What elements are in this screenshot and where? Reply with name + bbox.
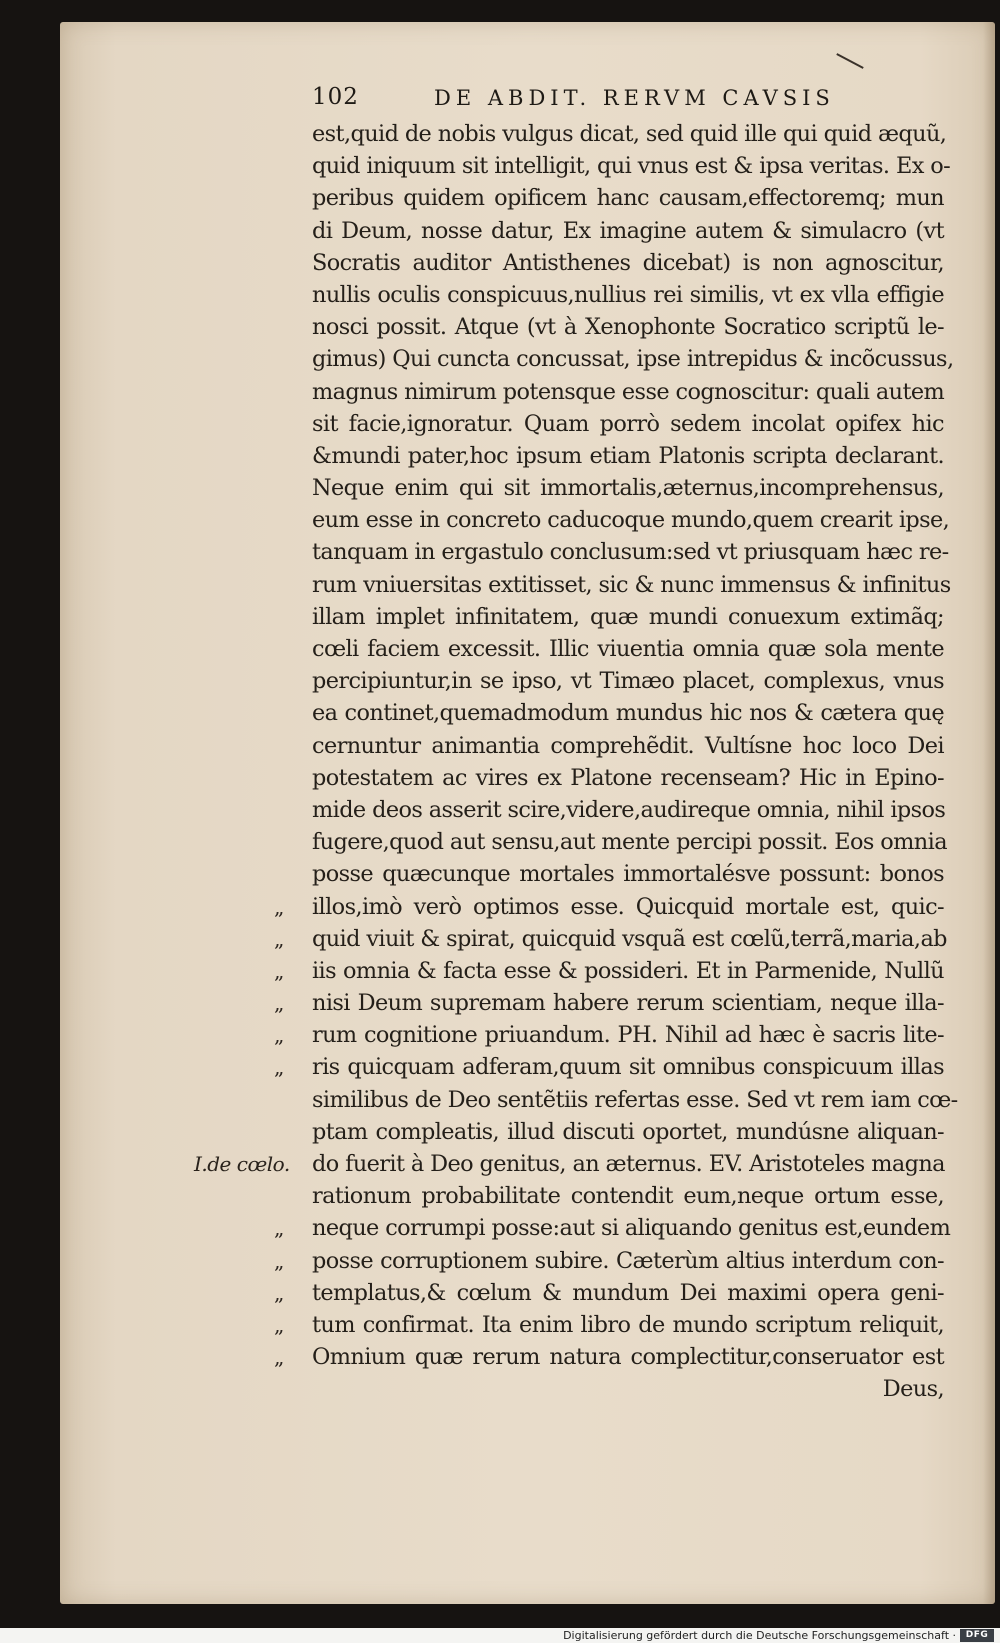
text-line <box>312 794 944 826</box>
text-line <box>312 633 944 665</box>
line-text: sit facie,ignoratur. Quam porrò sedem incolat opifex hic <box>312 410 944 437</box>
text-line <box>274 1245 944 1277</box>
line-text: nosci possit. Atque (vt à Xenophonte Socratico scriptũ le- <box>312 314 944 341</box>
marginal-note: I.de cœlo. <box>194 1152 290 1176</box>
line-text: est,quid de nobis vulgus dicat, sed quid ille qui quid æquũ, <box>312 121 947 147</box>
quotation-gutter-mark: „ <box>274 1023 284 1048</box>
line-text: rationum probabilitate contendit eum,neque ortum esse, <box>312 1183 944 1210</box>
line-text: quid viuit & spirat, quicquid vsquã est cœlũ,terrã,maria,ab <box>312 925 947 952</box>
text-line <box>312 343 954 375</box>
text-line <box>312 472 944 504</box>
quotation-gutter-mark: „ <box>274 1280 284 1305</box>
text-line <box>312 730 944 762</box>
line-text: Socratis auditor Antisthenes dicebat) is non agnoscitur, <box>312 249 944 276</box>
text-line <box>312 858 944 890</box>
text-line <box>312 311 944 343</box>
text-line <box>312 826 947 858</box>
text-line <box>312 247 944 279</box>
footer-credit: Digitalisierung gefördert durch die Deutsche Forschungsgemeinschaft · <box>563 1629 956 1642</box>
dfg-logo: DFG <box>960 1629 994 1642</box>
line-text: posse corruptionem subire. Cæterùm altius interdum con- <box>312 1247 944 1274</box>
text-line <box>312 440 944 472</box>
text-line <box>312 118 947 150</box>
text-line <box>312 376 944 408</box>
text-line <box>312 697 944 729</box>
text-line <box>274 1051 944 1083</box>
line-text: mide deos asserit scire,videre,audireque omnia, nihil ipsos <box>312 796 946 823</box>
text-line <box>312 504 950 536</box>
text-line <box>274 1212 951 1244</box>
text-line <box>194 1148 945 1180</box>
text-line <box>274 891 944 923</box>
line-text: cernuntur animantia comprehẽdit. Vultísne hoc loco Dei <box>312 732 944 759</box>
text-line <box>312 665 944 697</box>
text-line <box>312 601 944 633</box>
line-text: ea continet,quemadmodum mundus hic nos & cætera quę <box>312 700 944 727</box>
text-line <box>312 1180 944 1212</box>
quotation-gutter-mark: „ <box>274 991 284 1016</box>
text-line <box>312 279 944 311</box>
line-text: neque corrumpi posse:aut si aliquando genitus est,eundem <box>312 1215 951 1242</box>
text-line <box>312 762 944 794</box>
line-text: magnus nimirum potensque esse cognoscitur: quali autem <box>312 378 945 405</box>
page-edge-shadow <box>983 22 995 1604</box>
text-line <box>312 536 949 568</box>
page-number: 102 <box>312 84 359 110</box>
text-line <box>312 215 944 247</box>
quotation-gutter-mark: „ <box>274 958 284 983</box>
line-text: quid iniquum sit intelligit, qui vnus est & ipsa veritas. Ex o- <box>312 153 951 180</box>
text-line <box>312 182 944 214</box>
quotation-gutter-mark: „ <box>274 1312 284 1337</box>
line-text: peribus quidem opificem hanc causam,effectoremq; mun <box>312 185 944 212</box>
line-text: illos,imò verò optimos esse. Quicquid mortale est, quic- <box>312 893 944 920</box>
text-line <box>312 569 951 601</box>
line-text: di Deum, nosse datur, Ex imagine autem & simulacro (vt <box>312 217 944 244</box>
line-text: Neque enim qui sit immortalis,æternus,incomprehensus, <box>312 475 944 502</box>
body-text <box>194 118 958 1406</box>
line-text: potestatem ac vires ex Platone recenseam? Hic in Epino- <box>312 764 944 791</box>
line-text: do fuerit à Deo genitus, an æternus. EV. Aristoteles magna <box>312 1151 945 1177</box>
quotation-gutter-mark: „ <box>274 1345 284 1370</box>
line-text: &mundi pater,hoc ipsum etiam Platonis scripta declarant. <box>312 442 944 469</box>
line-text: gimus) Qui cuncta concussat, ipse intrepidus & incõcussus, <box>312 346 954 373</box>
line-text: nisi Deum supremam habere rerum scientiam, neque illa- <box>312 990 944 1017</box>
text-line <box>312 408 944 440</box>
line-text: eum esse in concreto caducoque mundo,quem crearit ipse, <box>312 507 950 534</box>
line-text: rum cognitione priuandum. PH. Nihil ad hæc è sacris lite- <box>312 1022 944 1049</box>
text-line <box>274 955 944 987</box>
line-text: nullis oculis conspicuus,nullius rei similis, vt ex vlla effigie <box>312 281 944 308</box>
footer-bar <box>0 1628 1000 1643</box>
text-line <box>274 987 944 1019</box>
quotation-gutter-mark: „ <box>274 926 284 951</box>
line-text: iis omnia & facta esse & possideri. Et in Parmenide, Nullũ <box>312 957 944 984</box>
text-line <box>274 1309 944 1341</box>
running-title: DE ABDIT. RERVM CAVSIS <box>434 86 835 110</box>
text-line <box>274 1341 944 1373</box>
quotation-gutter-mark: „ <box>274 894 284 919</box>
text-line <box>312 150 951 182</box>
catchword: Deus, <box>882 1376 944 1403</box>
line-text: ptam compleatis, illud discuti oportet, mundúsne aliquan- <box>312 1118 944 1145</box>
running-head <box>312 84 852 116</box>
line-text: percipiuntur,in se ipso, vt Timæo placet, complexus, vnus <box>312 668 944 695</box>
line-text: posse quæcunque mortales immortalésve possunt: bonos <box>312 861 944 888</box>
line-text: similibus de Deo sentẽtiis refertas esse. Sed vt rem iam cœ- <box>312 1086 958 1113</box>
line-text: rum vniuersitas extitisset, sic & nunc immensus & infinitus <box>312 571 951 598</box>
line-text: tum confirmat. Ita enim libro de mundo scriptum reliquit, <box>312 1311 944 1338</box>
line-text: ris quicquam adferam,quum sit omnibus conspicuum illas <box>312 1054 944 1081</box>
quotation-gutter-mark: „ <box>274 1216 284 1241</box>
text-line <box>312 1116 944 1148</box>
line-text: templatus,& cœlum & mundum Dei maximi opera geni- <box>312 1279 944 1306</box>
text-line <box>312 1084 958 1116</box>
text-line <box>274 1019 944 1051</box>
line-text: illam implet infinitatem, quæ mundi conuexum extimãq; <box>312 603 944 630</box>
text-line <box>274 923 947 955</box>
line-text: Omnium quæ rerum natura complectitur,conseruator est <box>312 1344 944 1371</box>
quotation-gutter-mark: „ <box>274 1248 284 1273</box>
text-line <box>274 1277 944 1309</box>
quotation-gutter-mark: „ <box>274 1055 284 1080</box>
line-text: fugere,quod aut sensu,aut mente percipi possit. Eos omnia <box>312 829 947 856</box>
line-text: cœli faciem excessit. Illic viuentia omnia quæ sola mente <box>312 636 944 662</box>
line-text: tanquam in ergastulo conclusum:sed vt priusquam hæc re- <box>312 539 949 566</box>
